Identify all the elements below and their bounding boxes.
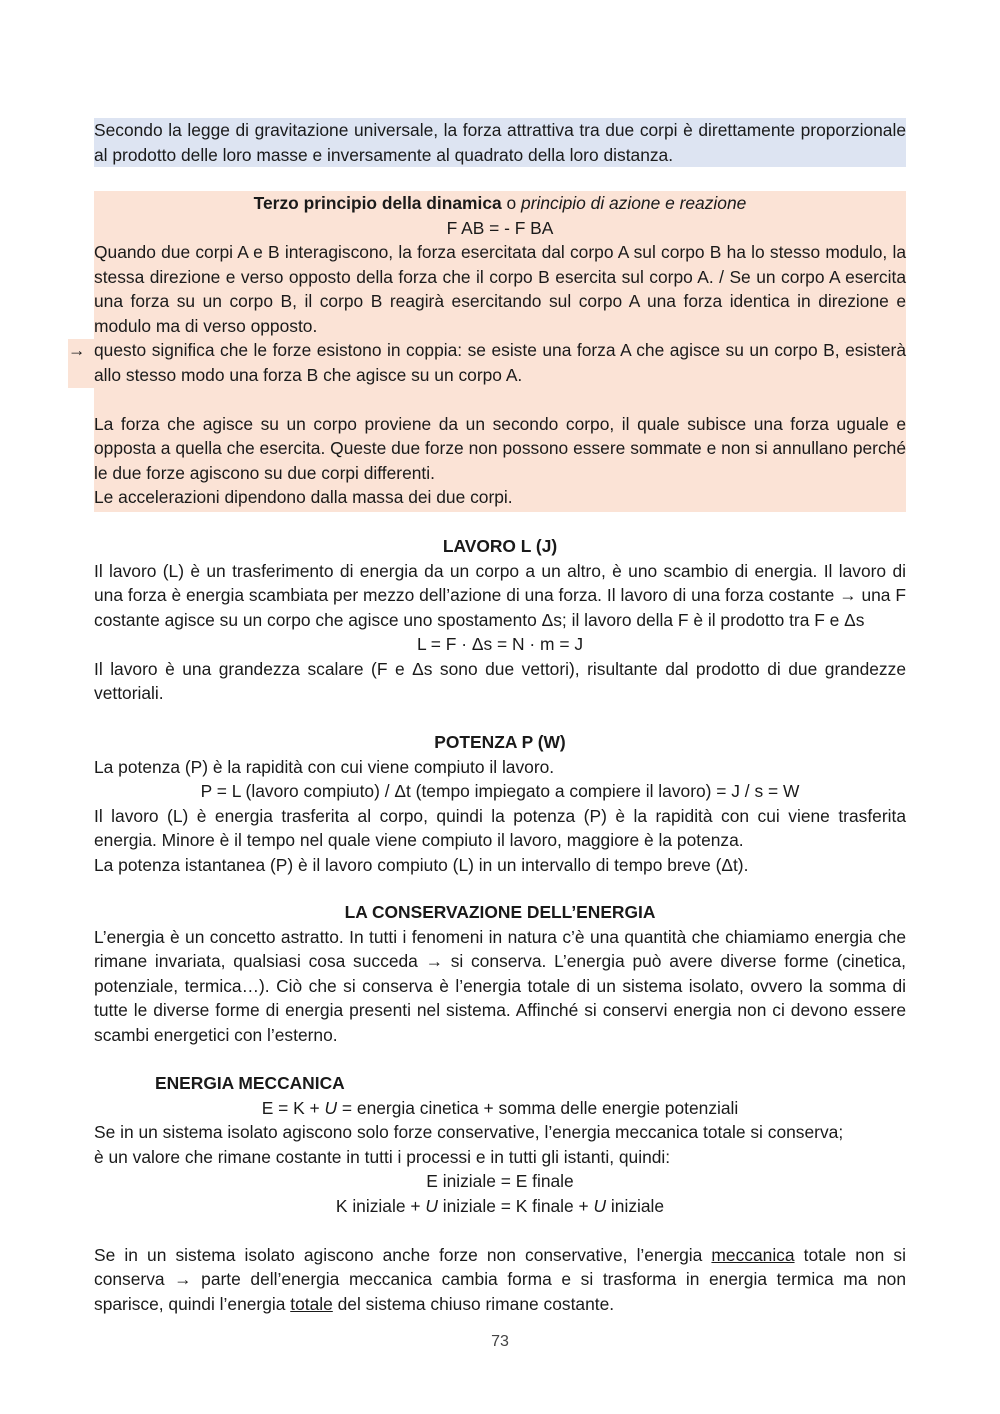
mechanical-para (94, 1243, 906, 1317)
power-title: POTENZA P (W) (434, 732, 566, 752)
mechanical-eq2-u1: U (425, 1195, 438, 1216)
gravitation-block (94, 118, 906, 167)
mechanical-formula-pre: E = K + (261, 1097, 325, 1118)
mechanical-line2: è un valore che rimane costante in tutti i processi e in tutti gli istanti, quindi: (94, 1146, 671, 1167)
work-section (94, 534, 906, 706)
third-principle-para2 (68, 338, 906, 387)
mechanical-formula (94, 1096, 906, 1121)
third-principle-formula: F AB = - F BA (446, 217, 554, 238)
work-para1: Il lavoro (L) è un trasferimento di energia da un corpo a un altro, è uno scambio di energia. Il lavoro di una forza è energia scambiata per mezzo dell’azione di una forza. Il lavoro di una forza costante → una F costante agisce su un corpo che agisce uno spostamento Δs; il lavoro della F è il prodotto tra F e Δs (94, 560, 906, 630)
work-para2: Il lavoro è una grandezza scalare (F e Δs sono due vettori), risultante dal prodotto di due grandezze vettoriali. (94, 658, 906, 703)
third-principle-para4: Le accelerazioni dipendono dalla massa dei due corpi. (94, 487, 513, 507)
third-principle-para3: La forza che agisce su un corpo proviene da un secondo corpo, il quale subisce una forza uguale e opposta a quella che esercita. Queste due forze non possono essere sommate e non si annullano perché le due forze agiscono su due corpi differenti. (94, 413, 906, 483)
mechanical-para-b: totale non si conserva → parte dell’energia meccanica cambia forma e si trasforma in energia termica ma non sparisce, quindi l’energia (94, 1244, 906, 1314)
page-number: 73 (491, 1333, 509, 1350)
conservation-section (94, 900, 906, 1047)
third-principle-para1: Quando due corpi A e B interagiscono, la forza esercitata dal corpo A sul corpo B ha lo stesso modulo, la stessa direzione e verso opposto della forza che il corpo B esercita sul corpo A. / Se un corpo A esercita una forza su un corpo B, il corpo B reagirà esercitando sul corpo A una forza identica in direzione e modulo ma di verso opposto. (94, 242, 906, 336)
work-formula: L = F · Δs = N · m = J (416, 634, 584, 654)
conservation-para1: L’energia è un concetto astratto. In tutti i fenomeni in natura c’è una quantità che chiamiamo energia che rimane invariata, qualsiasi cosa succeda → si conserva. L’energia può avere diverse forme (cinetica, potenziale, termica…). Ciò che si conserva è l’energia totale di un sistema isolato, ovvero la somma di tutte le diverse forme di energia presenti nel sistema. Affinché si conservi energia non ci devono essere scambi energetici con l’esterno. (94, 926, 906, 1045)
third-principle-title (94, 191, 906, 216)
mechanical-eq2-c: iniziale (606, 1195, 665, 1216)
work-title: LAVORO L (J) (442, 536, 558, 556)
mechanical-eq2-a: K iniziale + (335, 1195, 426, 1216)
right-arrow-icon: → (68, 340, 86, 360)
mechanical-para-a: Se in un sistema isolato agiscono anche forze non conservative, l’energia (94, 1244, 712, 1265)
mechanical-line1: Se in un sistema isolato agiscono solo forze conservative, l’energia meccanica totale si conserva; (94, 1122, 844, 1142)
mechanical-eq2-u2: U (593, 1195, 607, 1216)
mechanical-para-underline1: meccanica (711, 1244, 795, 1265)
mechanical-eq2 (94, 1194, 906, 1219)
power-para3: La potenza istantanea (P) è il lavoro compiuto (L) in un intervallo di tempo breve (Δt). (94, 854, 749, 875)
mechanical-title: ENERGIA MECCANICA (155, 1073, 345, 1093)
mechanical-formula-u: U (324, 1097, 338, 1118)
conservation-title: LA CONSERVAZIONE DELL’ENERGIA (344, 902, 656, 922)
mechanical-para-underline2: totale (290, 1293, 333, 1314)
mechanical-eq2-b: iniziale = K finale + (437, 1195, 594, 1216)
blank-line (94, 1218, 906, 1243)
third-principle-para2-text: questo significa che le forze esistono in coppia: se esiste una forza A che agisce su un corpo B, esisterà allo stesso modo una forza B che agisce su un corpo A. (94, 340, 906, 385)
gravitation-text: Secondo la legge di gravitazione universale, la forza attrattiva tra due corpi è direttamente proporzionale al prodotto delle loro masse e inversamente al quadrato della loro distanza. (94, 120, 906, 165)
third-principle-title-italic: principio di azione e reazione (521, 193, 747, 213)
power-section (94, 730, 906, 877)
power-para1: La potenza (P) è la rapidità con cui viene compiuto il lavoro. (94, 756, 555, 777)
third-principle-title-connector: o (501, 193, 522, 213)
blank-line (94, 387, 906, 412)
power-formula: P = L (lavoro compiuto) / Δt (tempo impiegato a compiere il lavoro) = J / s = W (200, 781, 800, 801)
mechanical-eq1: E iniziale = E finale (426, 1171, 574, 1191)
mechanical-formula-post: = energia cinetica + somma delle energie potenziali (337, 1097, 739, 1118)
mechanical-section (94, 1071, 906, 1316)
third-principle-block (68, 191, 906, 512)
power-para2: Il lavoro (L) è energia trasferita al corpo, quindi la potenza (P) è la rapidità con cui viene trasferita energia. Minore è il tempo nel quale viene compiuto il lavoro, maggiore è la potenza. (94, 805, 906, 850)
third-principle-title-bold: Terzo principio della dinamica (253, 193, 502, 213)
mechanical-para-c: del sistema chiuso rimane costante. (332, 1293, 615, 1314)
